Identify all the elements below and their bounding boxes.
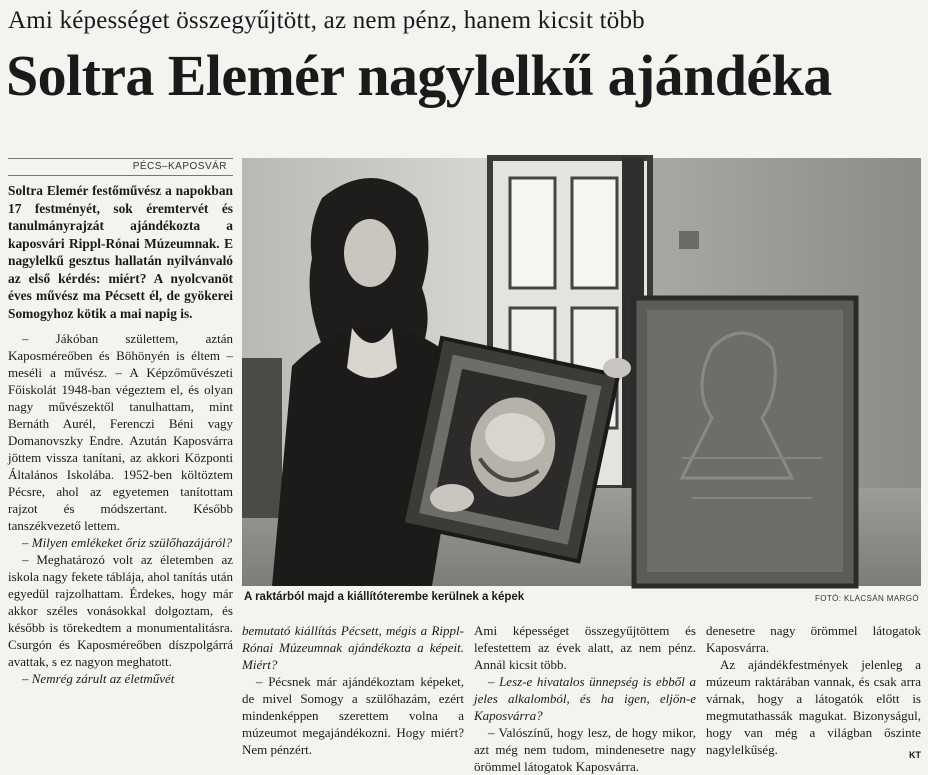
body-paragraph: Az ajándékfestmények jelenleg a múzeum raktárában vannak, és csak arra várnak, hogy a látogatók előtt is megmutathassák magukat. Bizonyságul, hogy van még a világban őszinte nagylelkűség.	[706, 657, 921, 757]
photo-woman-holding-portrait	[242, 158, 921, 586]
photo-credit: FOTÓ: KLACSÁN MARGÓ	[814, 594, 919, 603]
article-column-1	[8, 182, 233, 762]
article-column-3	[474, 622, 696, 774]
kicker: Ami képességet összegyűjtött, az nem pénz, hanem kicsit több	[8, 7, 645, 34]
body-paragraph: – Pécsnek már ajándékoztam képeket, de mivel Somogy a szülőhazám, ezért mindenképpen szerettem volna a múzeumot megajándékozni. Hogy miért? Nem pénzért.	[242, 674, 464, 757]
body-paragraph: – Meghatározó volt az életemben az iskola nagy fekete táblája, ahol tanítás után egyedül rajzolhattam. Érdekes, hogy már akkor széles vonásokkal dolgoztam, és később is törekedtem a monumentalitásra. Csurgón és Kaposméreőben díszpolgárrá avattak, s ez nagyon meghatott.	[8, 552, 233, 669]
article-photo	[242, 158, 921, 586]
headline: Soltra Elemér nagylelkű ajándéka	[6, 43, 832, 108]
interview-question: bemutató kiállítás Pécsett, mégis a Rippl-Rónai Múzeumnak ajándékozta a képeit. Miért?	[242, 623, 464, 672]
article-column-4	[706, 622, 921, 764]
article-column-2	[242, 622, 464, 764]
interview-question: – Milyen emlékeket őriz szülőhazájáról?	[22, 535, 233, 550]
lead-paragraph: Soltra Elemér festőművész a napokban 17 festményét, sok éremtervét és tanulmányrajzát ajándékozta a kaposvári Rippl-Rónai Múzeumnak. E nagylelkű gesztus hallatán nyilvánvaló az első kérdés: miért? A nyolcvanöt éves művész ma Pécsett él, de gyökerei Somogyhoz kötik a mai napig is.	[8, 183, 233, 321]
interview-question: – Nemrég zárult az életművét	[22, 671, 175, 686]
photo-caption	[242, 591, 921, 607]
dateline: PÉCS–KAPOSVÁR	[8, 158, 233, 176]
author-signature: KT	[909, 750, 921, 760]
body-paragraph: – Valószínű, hogy lesz, de hogy mikor, azt még nem tudom, mindenesetre nagy örömmel látogatok Kaposvárra.	[474, 725, 696, 774]
caption-text: A raktárból majd a kiállítóterembe kerülnek a képek	[244, 591, 525, 603]
body-paragraph: Ami képességet összegyűjtöttem és lefestettem az évek alatt, az nem pénz. Annál kicsit több.	[474, 623, 696, 672]
body-paragraph: – Jákóban születtem, aztán Kaposméreőben és Böhönyén is éltem – meséli a művész. – A Képzőművészeti Főiskolát 1948-ban végeztem el, és olyan nagy művészektől tanulhattam, mint Bernáth Aurél, Ferenczi Béni vagy Domanovszky Endre. Azután Kaposvárra jöttem vissza tanítani, az akkori Központi Általános Iskolába. 1952-ben költöztem Pécsre, ahol az egyetemen tanítottam rajzot és módszertant. Később tanszékvezető lettem.	[8, 331, 233, 533]
interview-question: – Lesz-e hivatalos ünnepség is ebből a jeles alkalomból, és ha igen, eljön-e Kaposvárra?	[474, 674, 696, 723]
body-paragraph: denesetre nagy örömmel látogatok Kaposvárra.	[706, 623, 921, 655]
